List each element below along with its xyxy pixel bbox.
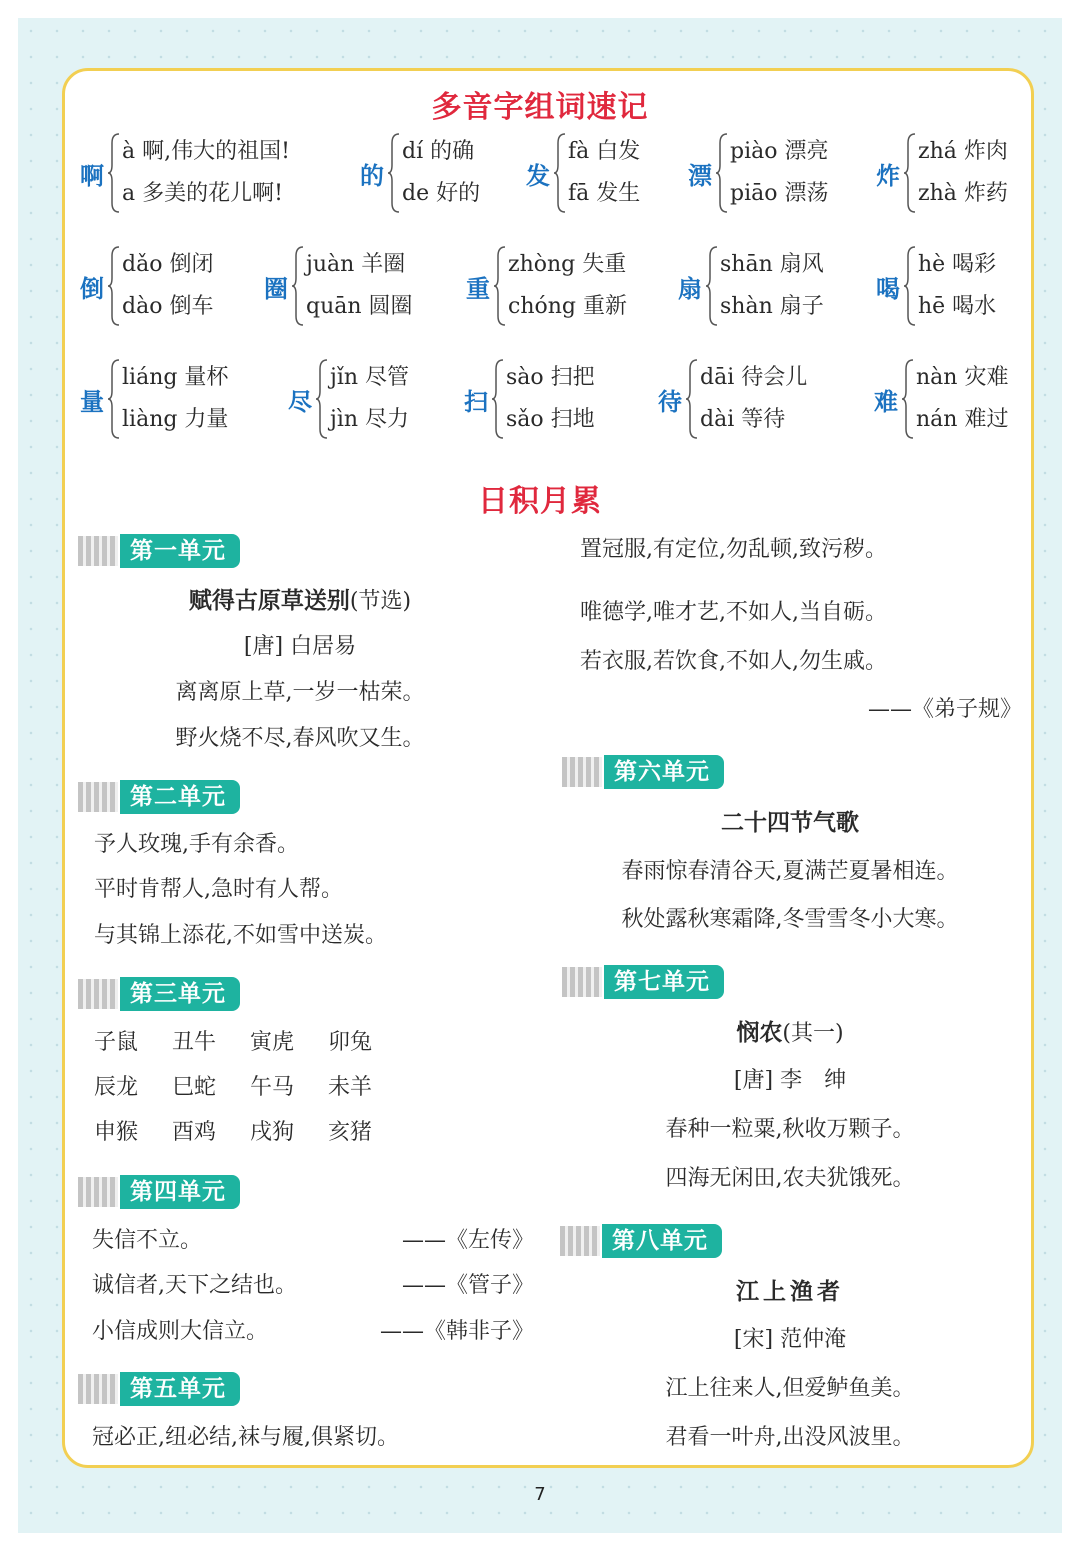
zodiac-item: 寅虎: [250, 1030, 295, 1055]
polyphone-entry: [678, 241, 824, 331]
stripe-decoration: [78, 782, 118, 812]
polyphone-line: zhà 炸药: [918, 181, 1008, 206]
poem-author: [唐] 白居易: [243, 634, 357, 659]
saying-line: 平时肯帮人,急时有人帮。: [94, 877, 343, 902]
poem-note: (其一): [782, 1021, 844, 1046]
polyphone-char: 倒: [80, 274, 104, 303]
saying-line: 与其锦上添花,不如雪中送炭。: [94, 923, 387, 948]
polyphone-line: juàn 羊圈: [306, 252, 406, 277]
polyphone-entry: [526, 128, 640, 218]
polyphone-entry: [658, 354, 807, 444]
polyphone-char: 圈: [264, 274, 288, 303]
quote-source: ——《管子》: [401, 1273, 534, 1298]
unit-7-header: [562, 965, 724, 999]
unit-5-header: [78, 1372, 240, 1406]
unit-badge: 第四单元: [120, 1175, 240, 1209]
polyphone-char: 发: [526, 161, 550, 190]
polyphone-entry: [876, 128, 1008, 218]
brace-icon: [106, 244, 122, 328]
brace-icon: [714, 131, 730, 215]
quote-text: 失信不立。: [92, 1228, 203, 1253]
polyphone-line: sào 扫把: [506, 365, 595, 390]
polyphone-line: piāo 漂荡: [730, 181, 829, 206]
zodiac-item: 未羊: [328, 1075, 373, 1100]
polyphone-line: de 好的: [402, 181, 481, 206]
polyphone-char: 重: [466, 274, 490, 303]
polyphone-line: zhá 炸肉: [918, 139, 1008, 164]
polyphone-line: liáng 量杯: [122, 365, 229, 390]
unit-6-header: [562, 755, 724, 789]
poem-title: [80, 586, 520, 617]
brace-icon: [684, 357, 700, 441]
polyphone-line: shàn 扇子: [720, 294, 824, 319]
polyphone-line: piào 漂亮: [730, 139, 829, 164]
brace-icon: [106, 357, 122, 441]
brace-icon: [490, 357, 506, 441]
polyphone-line: jǐn 尽管: [330, 365, 410, 390]
brace-icon: [704, 244, 720, 328]
rule-line: 置冠服,有定位,勿乱顿,致污秽。: [580, 537, 887, 562]
poem-line: 离离原上草,一岁一枯荣。: [175, 680, 425, 705]
brace-icon: [902, 244, 918, 328]
polyphone-entry: [80, 128, 290, 218]
page-number: 7: [534, 1484, 546, 1505]
poem-line: 江上往来人,但爱鲈鱼美。: [665, 1376, 915, 1401]
brace-icon: [106, 131, 122, 215]
poem-note: (节选): [349, 589, 412, 614]
polyphone-line: liàng 力量: [122, 407, 229, 432]
polyphone-line: hè 喝彩: [918, 252, 997, 277]
polyphone-line: quān 圆圈: [306, 294, 413, 319]
stripe-decoration: [78, 979, 118, 1009]
unit-3-header: [78, 977, 240, 1011]
brace-icon: [386, 131, 402, 215]
polyphone-section-title: 多音字组词速记: [431, 90, 649, 125]
unit-badge: 第六单元: [604, 755, 724, 789]
poem-title-text: 赋得古原草送别: [188, 588, 350, 614]
zodiac-item: 卯兔: [328, 1030, 373, 1055]
unit-8-header: [560, 1224, 722, 1258]
polyphone-line: dí 的确: [402, 139, 475, 164]
polyphone-line: fā 发生: [568, 181, 641, 206]
unit-badge: 第三单元: [120, 977, 240, 1011]
rule-source: ——《弟子规》: [867, 697, 1022, 722]
unit-4-header: [78, 1175, 240, 1209]
polyphone-entry: [288, 354, 409, 444]
polyphone-char: 量: [80, 387, 104, 416]
polyphone-entry: [688, 128, 828, 218]
polyphone-line: shān 扇风: [720, 252, 824, 277]
poem-title: 二十四节气歌: [721, 810, 859, 836]
polyphone-char: 尽: [288, 387, 312, 416]
polyphone-line: nàn 灾难: [916, 365, 1009, 390]
quote-source: ——《韩非子》: [379, 1319, 534, 1344]
brace-icon: [902, 131, 918, 215]
brace-icon: [290, 244, 306, 328]
polyphone-entry: [360, 128, 480, 218]
polyphone-char: 炸: [876, 161, 900, 190]
zodiac-item: 子鼠: [94, 1030, 139, 1055]
brace-icon: [552, 131, 568, 215]
polyphone-line: zhòng 失重: [508, 252, 627, 277]
brace-icon: [314, 357, 330, 441]
zodiac-item: 巳蛇: [172, 1075, 217, 1100]
stripe-decoration: [78, 1374, 118, 1404]
poem-author: [唐] 李 绅: [733, 1068, 847, 1093]
polyphone-line: nán 难过: [916, 407, 1009, 432]
stripe-decoration: [78, 1177, 118, 1207]
unit-1-header: [78, 534, 240, 568]
poem-title-text: 悯农: [736, 1020, 783, 1046]
poem-line: 春雨惊春清谷天,夏满芒夏暑相连。: [621, 859, 959, 884]
polyphone-line: dài 等待: [700, 407, 786, 432]
zodiac-item: 丑牛: [172, 1030, 217, 1055]
rule-line: 若衣服,若饮食,不如人,勿生戚。: [580, 649, 887, 674]
stripe-decoration: [562, 967, 602, 997]
rule-line: 唯德学,唯才艺,不如人,当自砺。: [580, 600, 887, 625]
unit-badge: 第二单元: [120, 780, 240, 814]
polyphone-line: a 多美的花儿啊!: [122, 181, 283, 206]
unit-2-header: [78, 780, 240, 814]
poem-title: 江上渔者: [736, 1279, 844, 1305]
quote-source: ——《左传》: [401, 1228, 534, 1253]
polyphone-line: sǎo 扫地: [506, 407, 595, 432]
polyphone-entry: [876, 241, 996, 331]
polyphone-line: dǎo 倒闭: [122, 252, 214, 277]
unit-badge: 第七单元: [604, 965, 724, 999]
polyphone-char: 啊: [80, 161, 104, 190]
poem-line: 野火烧不尽,春风吹又生。: [175, 726, 425, 751]
stripe-decoration: [562, 757, 602, 787]
polyphone-line: hē 喝水: [918, 294, 997, 319]
unit-badge: 第五单元: [120, 1372, 240, 1406]
polyphone-char: 喝: [876, 274, 900, 303]
polyphone-entry: [80, 241, 213, 331]
polyphone-char: 漂: [688, 161, 712, 190]
polyphone-line: fà 白发: [568, 139, 641, 164]
polyphone-line: jìn 尽力: [330, 407, 410, 432]
zodiac-item: 申猴: [94, 1120, 139, 1145]
zodiac-item: 亥猪: [328, 1120, 373, 1145]
quote-text: 诚信者,天下之结也。: [92, 1273, 297, 1298]
brace-icon: [900, 357, 916, 441]
polyphone-entry: [80, 354, 228, 444]
poem-title: [560, 1018, 1020, 1049]
brace-icon: [492, 244, 508, 328]
polyphone-entry: [464, 354, 595, 444]
polyphone-line: dào 倒车: [122, 294, 214, 319]
poem-line: 秋处露秋寒霜降,冬雪雪冬小大寒。: [621, 907, 959, 932]
poem-author: [宋] 范仲淹: [733, 1327, 847, 1352]
polyphone-line: chóng 重新: [508, 294, 627, 319]
polyphone-char: 扇: [678, 274, 702, 303]
polyphone-entry: [466, 241, 627, 331]
poem-line: 君看一叶舟,出没风波里。: [665, 1425, 915, 1450]
stripe-decoration: [560, 1226, 600, 1256]
polyphone-line: dāi 待会儿: [700, 365, 808, 390]
zodiac-item: 午马: [250, 1075, 295, 1100]
polyphone-char: 的: [360, 161, 384, 190]
polyphone-char: 待: [658, 387, 682, 416]
stripe-decoration: [78, 536, 118, 566]
zodiac-item: 戌狗: [250, 1120, 295, 1145]
unit-badge: 第一单元: [120, 534, 240, 568]
saying-line: 予人玫瑰,手有余香。: [94, 832, 299, 857]
poem-line: 春种一粒粟,秋收万颗子。: [665, 1117, 915, 1142]
rule-line: 冠必正,纽必结,袜与履,俱紧切。: [92, 1425, 399, 1450]
zodiac-item: 酉鸡: [172, 1120, 217, 1145]
unit-badge: 第八单元: [602, 1224, 722, 1258]
zodiac-item: 辰龙: [94, 1075, 139, 1100]
polyphone-line: à 啊,伟大的祖国!: [122, 139, 290, 164]
daily-section-title: 日积月累: [478, 484, 602, 519]
polyphone-char: 难: [874, 387, 898, 416]
quote-text: 小信成则大信立。: [92, 1319, 269, 1344]
polyphone-entry: [264, 241, 413, 331]
polyphone-entry: [874, 354, 1008, 444]
poem-line: 四海无闲田,农夫犹饿死。: [665, 1166, 915, 1191]
polyphone-char: 扫: [464, 387, 488, 416]
